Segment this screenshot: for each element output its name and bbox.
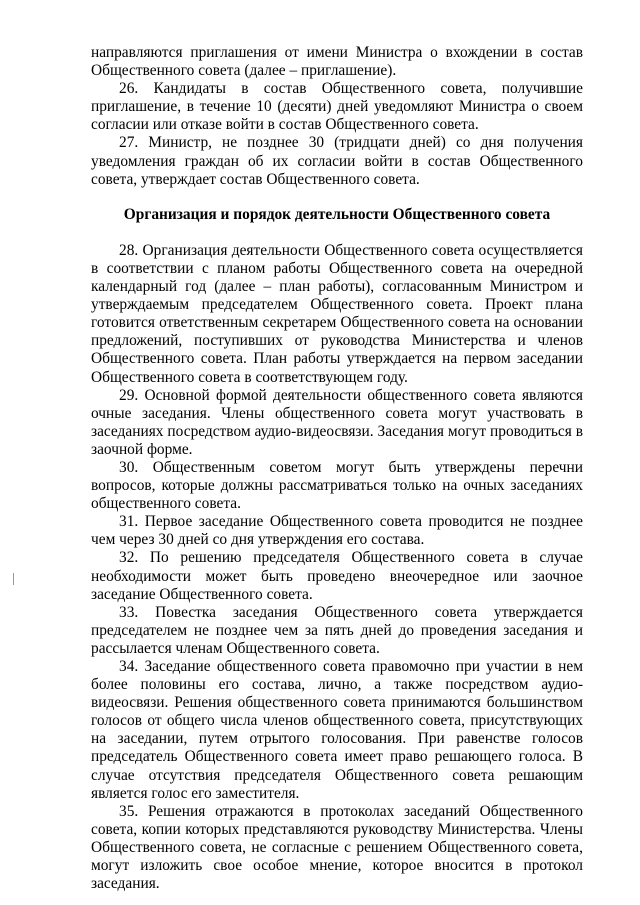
paragraph-30: 30. Общественным советом могут быть утверждены перечни вопросов, которые должны рассматриваться только на очных заседаниях общественного совета. — [91, 458, 583, 513]
paragraph-34: 34. Заседание общественного совета правомочно при участии в нем более половины его состава, лично, а также посредством аудио- видеосвязи. Решения общественного совета принимаются большинством голосов от общего числа членов общественного совета, присутствующих на заседании, путем отрытого голосования. При равенстве голосов председатель Общественного совета имеет право решающего голоса. В случае отсутствия председателя Общественного совета решающим является голос его заместителя. — [91, 658, 583, 802]
scan-margin-mark — [13, 573, 14, 585]
spacer — [91, 224, 583, 242]
paragraph-26: 26. Кандидаты в состав Общественного совета, получившие приглашение, в течение 10 (десяти) дней уведомляют Министра о своем согласии или отказе войти в состав Общественного совета. — [91, 80, 583, 134]
paragraph-35: 35. Решения отражаются в протоколах заседаний Общественного совета, копии которых представляются руководству Министерства. Члены Общественного совета, не согласные с решением Общественного совета, могут изложить свое особое мнение, которое вносится в протокол заседания. — [91, 802, 583, 893]
paragraph-31: 31. Первое заседание Общественного совета проводится не позднее чем через 30 дней со дня утверждения его состава. — [91, 513, 583, 549]
paragraph-33: 33. Повестка заседания Общественного совета утверждается председателем не позднее чем за пять дней до проведения заседания и рассылается членам Общественного совета. — [91, 603, 583, 657]
spacer — [91, 189, 583, 206]
paragraph-27: 27. Министр, не позднее 30 (тридцати дней) со дня получения уведомления граждан об их согласии войти в состав Общественного совета, утверждает состав Общественного совета. — [91, 134, 583, 188]
paragraph-32: 32. По решению председателя Общественного совета в случае необходимости может быть проведено внеочередное или заочное заседание Общественного совета. — [91, 549, 583, 603]
paragraph-28: 28. Организация деятельности Общественного совета осуществляется в соответствии с планом работы Общественного совета на очередной календарный год (далее – план работы), согласованным Министром и утверждаемым председателем Общественного совета. Проект плана готовится ответственным секретарем Общественного совета на основании предложений, поступивших от руководства Министерства и членов Общественного совета. План работы утверждается на первом заседании Общественного совета в соответствующем году. — [91, 241, 583, 386]
paragraph-29: 29. Основной формой деятельности общественного совета являются очные заседания. Члены общественного совета могут участвовать в заседаниях посредством аудио-видеосвязи. Заседания могут проводиться в заочной форме. — [91, 386, 583, 458]
paragraph-25-continuation: направляются приглашения от имени Министра о вхождении в состав Общественного совета (далее – приглашение). — [91, 44, 583, 80]
section-heading: Организация и порядок деятельности Общественного совета — [123, 205, 551, 223]
document-page — [91, 44, 583, 893]
